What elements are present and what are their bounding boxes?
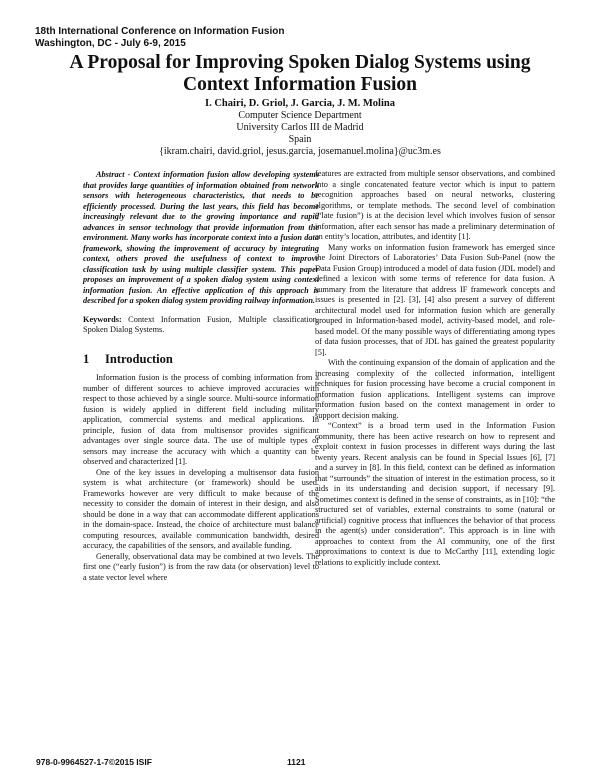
footer-isbn: 978-0-9964527-1-7©2015 ISIF <box>36 757 152 767</box>
right-column <box>315 169 555 568</box>
author-university: University Carlos III de Madrid <box>236 122 364 133</box>
conference-name: 18th International Conference on Information Fusion <box>35 26 285 37</box>
section-title: Introduction <box>105 351 173 366</box>
author-country: Spain <box>288 134 312 145</box>
keywords <box>83 315 319 336</box>
paper-title-line-1: A Proposal for Improving Spoken Dialog Systems using <box>69 52 531 73</box>
left-paragraph: Information fusion is the process of combing information from a number of different sources to achieve improved accuracies with respect to those achieved by a single source. Multi-source information fusion is widely applied in different field including military application, commercial systems and medical applications. In principle, fusion of data from multisensor provides significant advantages over single source data. The use of multiple types of sensors may increase the accuracy with which a quantity can be observed and characterized [1]. <box>83 373 319 466</box>
author-emails: {ikram.chairi, david.griol, jesus.garcia, josemanuel.molina}@uc3m.es <box>159 146 441 157</box>
section-number: 1 <box>83 351 90 366</box>
left-paragraph: One of the key issues in developing a multisensor data fusion system is what architecture (or framework) should be used. Frameworks however are very difficult to make because of the necessity to consider the domain of interest in their design, and also should be done in a way that can accommodate different applications in the domain-space. Instead, the choice of architecture must balance computing resources, available communication bandwidth, desired accuracy, the capabilities of the sensors, and available funding. <box>83 467 319 550</box>
right-paragraph: “Context” is a broad term used in the Information Fusion community, there has been active research on how to represent and exploit context in fusion processes in different ways during the last twenty years. Recent analysis can be found in Special Issues [6], [7] and a survey in [8]. In this field, context can be defined as information that “surrounds” the situation of interest in the estimation process, so it aids in its understanding and decision support, if necessary [9]. Sometimes context is defined in the sense of constraints, as in [10]: “the structured set of variables, external constraints to some (natural or artificial) cognitive process that influences the behavior of that process in the agent(s) under consideration”. This approach is in line with approaches to context from the AI community, one of the first approximations to context is due to McCarthy [11], extending logic relations to explicitly include context. <box>315 421 555 567</box>
author-names: I. Chairi, D. Griol, J. Garcia, J. M. Molina <box>205 98 395 109</box>
keywords-text: Context Information Fusion, Multiple classification, Spoken Dialog Systems. <box>83 314 319 334</box>
paper-title-line-2: Context Information Fusion <box>182 74 417 95</box>
right-paragraph: With the continuing expansion of the domain of application and the increasing complexity of the collected information, intelligent techniques for fusion processing have become a crucial component in information fusion applications. Intelligent systems can improve information fusion based on the context management in order to support decision making. <box>315 358 555 420</box>
footer-page-number: 1121 <box>287 757 306 767</box>
keywords-label: Keywords: <box>83 314 122 324</box>
author-block <box>30 98 570 158</box>
left-paragraph: Generally, observational data may be combined at two levels. The first one (“early fusion”) is from the raw data (or observation) level to a state vector level where <box>83 551 319 582</box>
author-department: Computer Science Department <box>238 110 362 121</box>
abstract: Abstract - Context information fusion allow developing systems that provides large quantities of information obtained from network sensors with heterogeneous characteristics, that needs to be efficiently processed. During the last years, this field has become increasingly relevant due to the growing importance and rapid advances in sensor technology that provide information from the environment. Many works has incorporate context into a fusion data framework, showing the improvement of accuracy by integrating context, others proved the usefulness of context to improve classification task by using multiple classifier system. This paper proposes an improvement of a spoken dialog system using context information fusion. An effective application of this approach is described for a spoken dialog system providing railway information. <box>83 170 319 305</box>
conference-location-date: Washington, DC - July 6-9, 2015 <box>35 38 186 49</box>
paper-title <box>30 52 570 96</box>
right-paragraph: features are extracted from multiple sensor observations, and combined into a single concatenated feature vector which is input to pattern recognition approaches based on neural networks, clustering algorithms, or template methods. The second level of combination (“late fusion”) is at the decision level which involves fusion of sensor information, after each sensor has made a preliminary determination of an entity’s location, attributes, and identity [1]. <box>315 169 555 241</box>
conference-header <box>35 26 284 50</box>
right-paragraph: Many works on information fusion framework has emerged since the Joint Directors of Laboratories’ Data Fusion Sub-Panel (now the Data Fusion Group) introduced a model of data fusion (JDL model) and defined a lexicon with some terms of reference for data fusion. A summary from the literature that address IF framework concepts and issues is presented in [2]. [3], [4] also present a survey of different architectural model used for information fusion which are generally grouped in Information-based model, activity-based model, and role-based model. Of the many possible ways of differentiating among types of data fusion processes, that of JDL has gained the greatest popularity [5]. <box>315 242 555 357</box>
section-heading <box>83 351 319 366</box>
left-column <box>83 170 319 583</box>
